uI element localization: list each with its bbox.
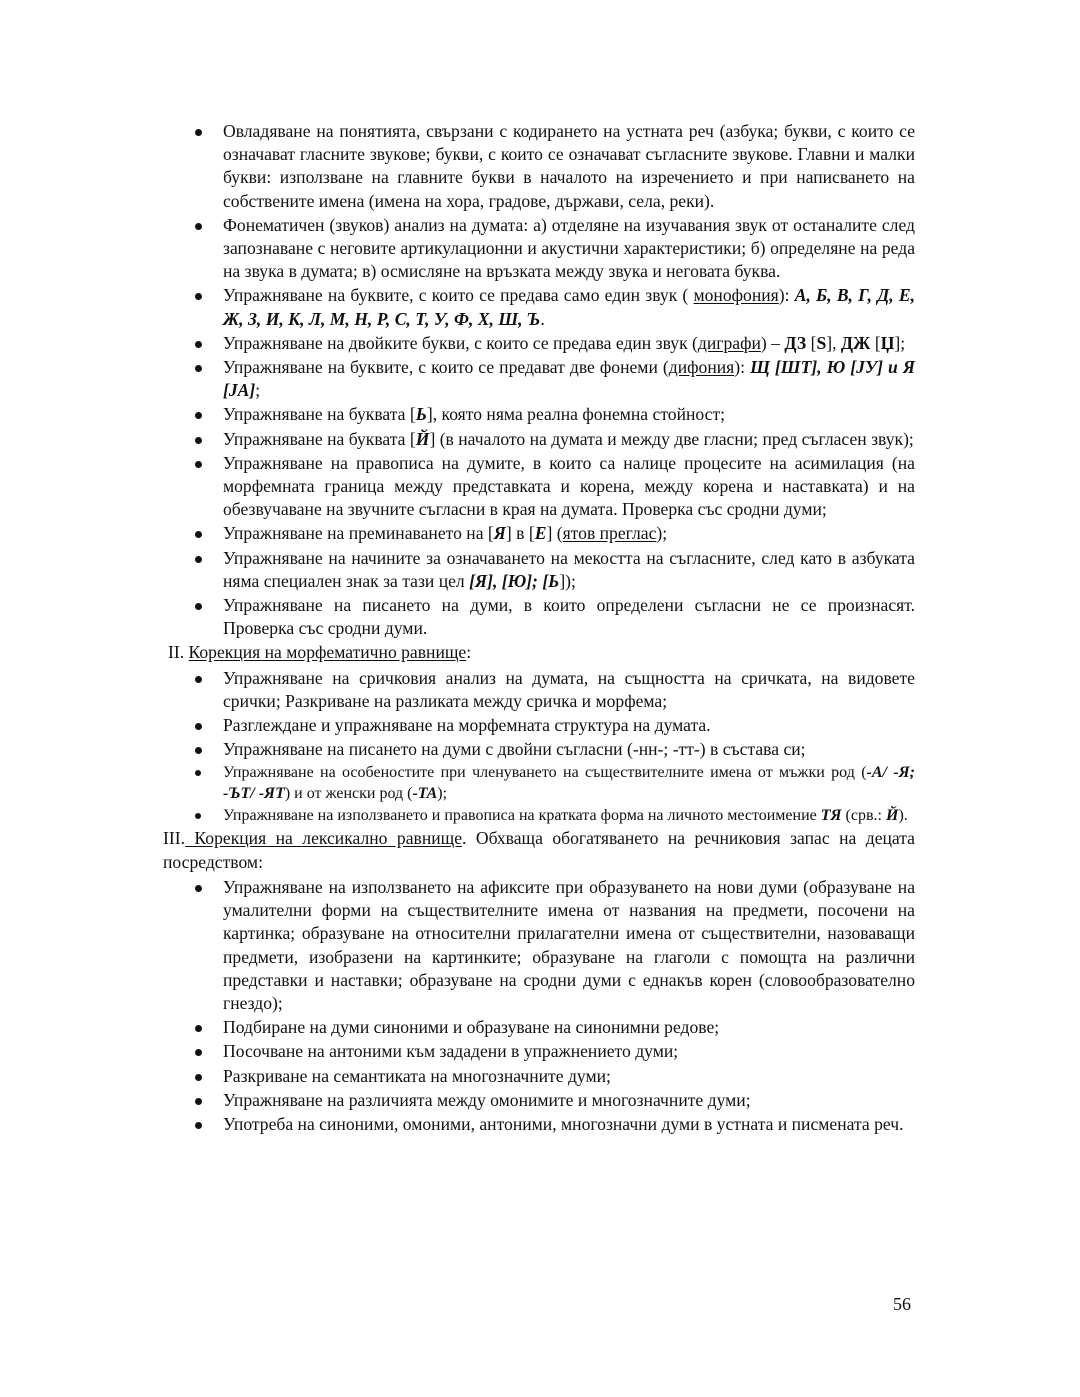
list-item: Употреба на синоними, омоними, антоними, многозначни думи в устната и писмената реч. [223,1113,915,1136]
section1-list [163,120,915,640]
bullet-icon [195,813,201,819]
bullet-icon [195,531,202,538]
term: ятов преглас [562,523,657,544]
bullet-icon [195,129,202,136]
bullet-icon [195,412,202,419]
term: диграфи [697,332,761,353]
list-item: Упражняване на буквата [Ь], която няма реална фонемна стойност; [223,403,915,426]
list-item: Упражняване на особеностите при членуването на съществителните имена от мъжки род (-А/ -Я; -ЪТ/ -ЯТ) и от женски род (-ТА); [223,762,915,804]
list-item: Упражняване на различията между омонимите и многозначните думи; [223,1089,915,1112]
list-item: Разглеждане и упражняване на морфемната структура на думата. [223,714,915,737]
list-item: Упражняване на буквата [Й] (в началото на думата и между две гласни; пред съгласен звук); [223,428,915,451]
bullet-icon [195,1098,202,1105]
list-item: Овладяване на понятията, свързани с кодирането на устната реч (азбука; букви, с които се означават гласните звукове; букви, с които се означават съгласните звукове. Главни и малки букви: използване на главните букви в началото на изречението и при написването на собствените имена (имена на хора, градове, държави, села, реки). [223,120,915,213]
bullet-icon [195,341,202,348]
list-item: Упражняване на буквите, с които се предават две фонеми (дифония): Щ [ШТ], Ю [ЈУ] и Я [ЈА]; [223,356,915,402]
letters: А, Б, В, Г, Д, Е, Ж, З, И, К, Л, М, Н, Р, С, Т, У, Ф, Х, Ш, Ъ [223,285,915,329]
list-item: Упражняване на писането на думи, в които определени съгласни не се произнасят. Проверка със сродни думи. [223,594,915,640]
bullet-icon [195,603,202,610]
bullet-icon [195,885,202,892]
list-item: Упражняване на сричковия анализ на думата, на същността на сричката, на видовете срички; Разкриване на разликата между сричка и морфема; [223,667,915,713]
bullet-icon [195,770,201,776]
list-item: Разкриване на семантиката на многозначните думи; [223,1065,915,1088]
list-item: Упражняване на начините за означаването на мекостта на съгласните, след като в азбуката няма специален знак за тази цел [Я], [Ю]; [Ь]); [223,547,915,593]
bullet-icon [195,747,202,754]
bullet-icon [195,223,202,230]
section3-list [163,876,915,1136]
section2-list [163,667,915,827]
page-number: 56 [893,1294,911,1314]
bullet-icon [195,676,202,683]
list-item: Упражняване на използването на афиксите при образуването на нови думи (образуване на умалителни форми на съществителните имена от названия на предмети, посочени на картинка; образуване на относителни прилагателни имена от съществителни, назоваващи предмети, изобразени на картинките; образуване на глаголи с помощта на различни представки и наставки; образуване на сродни думи с еднакъв корен (словообразователно гнездо); [223,876,915,1015]
section2-title: Корекция на морфематично равнище [188,642,467,663]
bullet-icon [195,1074,202,1081]
term: монофония [693,285,779,306]
list-item: Фонематичен (звуков) анализ на думата: а) отделяне на изучавания звук от останалите след запознаване с неговите артикулационни и акустични характеристики; б) определяне на реда на звука в думата; в) осмисляне на връзката между звука и неговата буква. [223,214,915,284]
bullet-icon [195,293,202,300]
list-item: Посочване на антоними към зададени в упражнението думи; [223,1040,915,1063]
bullet-icon [195,1049,202,1056]
list-item: Упражняване на преминаването на [Я] в [Е] (ятов преглас); [223,522,915,545]
section3-title: Корекция на лексикално равнище [184,828,463,849]
letters: Щ [ШТ], Ю [ЈУ] и Я [ЈА] [223,357,915,401]
bullet-icon [195,723,202,730]
bullet-icon [195,1025,202,1032]
list-item: Упражняване на писането на думи с двойни съгласни (-нн-; -тт-) в състава си; [223,738,915,761]
bullet-icon [195,437,202,444]
list-item: Упражняване на правописа на думите, в които са налице процесите на асимилация (на морфемната граница между представката и корена, между корена и наставката) и на обезвучаване на звучните съгласни в края на думата. Проверка със сродни думи; [223,452,915,522]
term: дифония [668,357,735,378]
list-item: Упражняване на двойките букви, с които се предава един звук (диграфи) – ДЗ [S], ДЖ [Џ]; [223,332,915,355]
text-block [163,120,915,1137]
bullet-icon [195,365,202,372]
bullet-icon [195,461,202,468]
list-item: Упражняване на използването и правописа на кратката форма на личното местоимение ТЯ (срв.: Й). [223,805,915,826]
bullet-icon [195,556,202,563]
section3-heading: III. Корекция на лексикално равнище. Обхваща обогатяването на речниковия запас на децата посредством: [163,828,915,872]
list-item: Упражняване на буквите, с които се предава само един звук ( монофония): А, Б, В, Г, Д, Е, Ж, З, И, К, Л, М, Н, Р, С, Т, У, Ф, Х, Ш, Ъ. [223,284,915,330]
section2-heading: II. Корекция на морфематично равнище: [168,642,472,663]
bullet-icon [195,1122,202,1129]
list-item: Подбиране на думи синоними и образуване на синонимни редове; [223,1016,915,1039]
